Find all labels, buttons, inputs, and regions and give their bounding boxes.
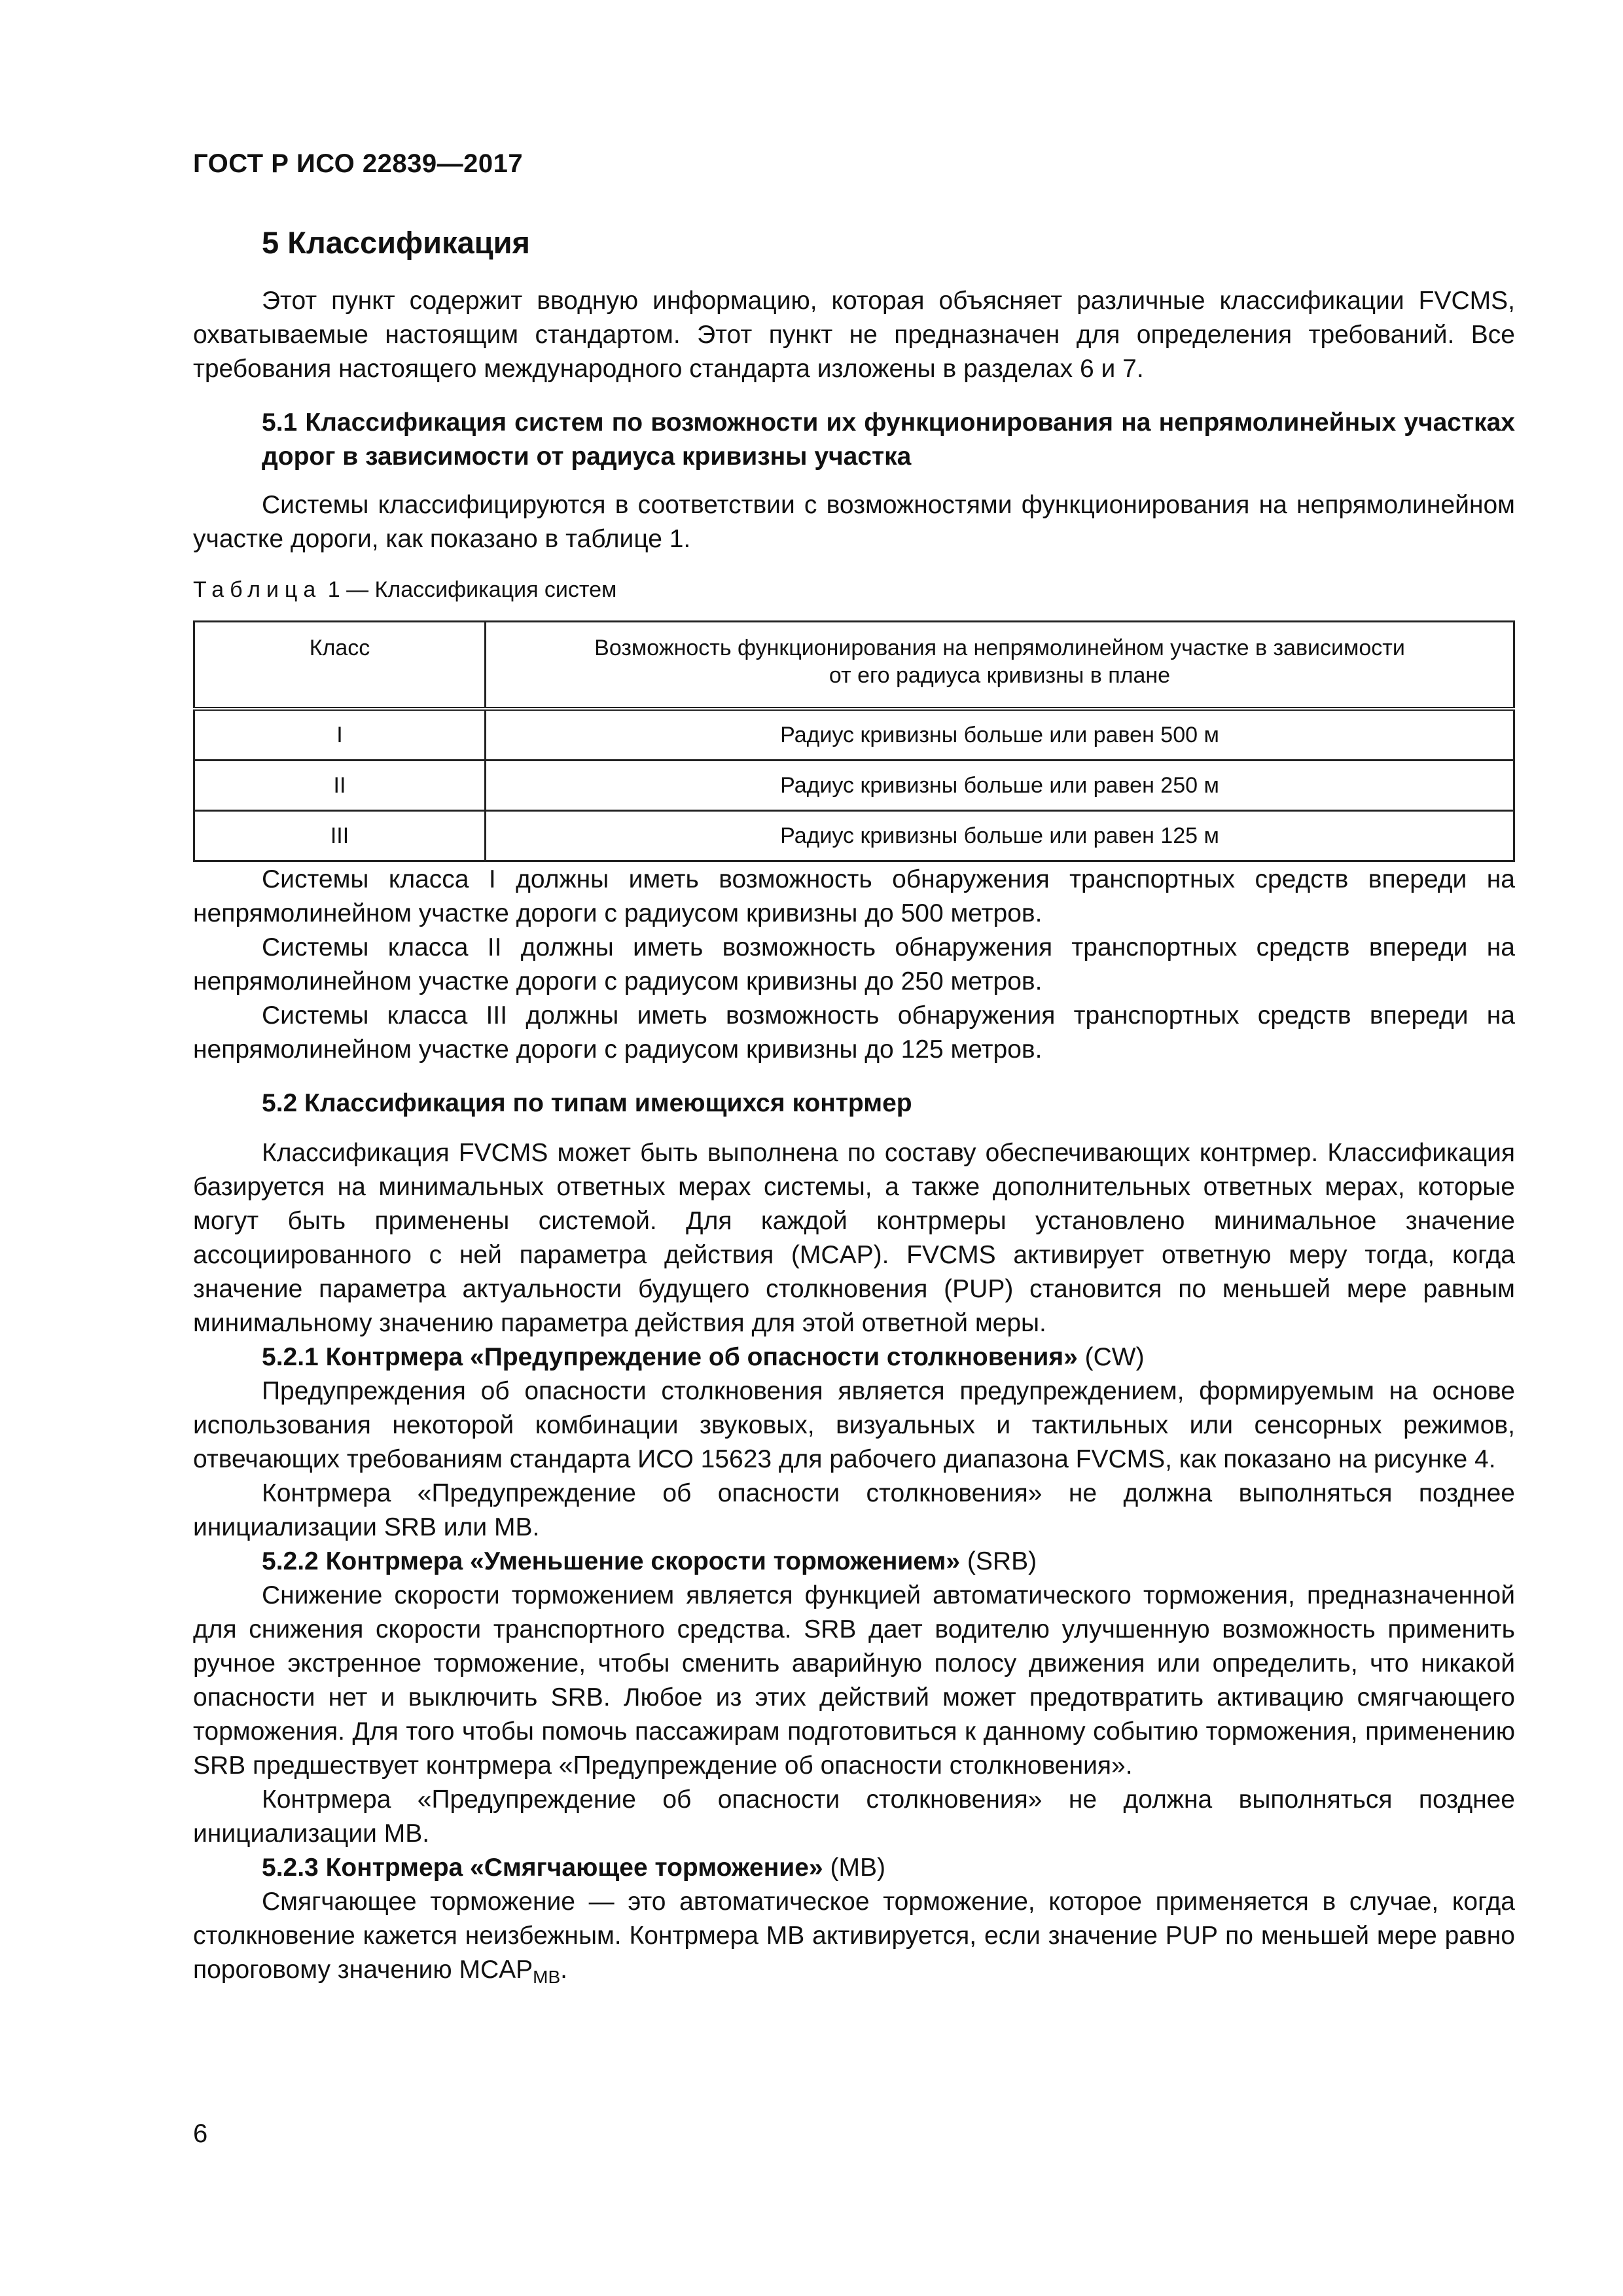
mcap-subscript: MB [533, 1967, 561, 1987]
section-5-intro [193, 284, 1515, 386]
class-2-paragraph: Системы класса II должны иметь возможность обнаружения транспортных средств впереди на непрямолинейном участке дороги с радиусом кривизны до 250 метров. [193, 933, 1515, 996]
classification-table [193, 620, 1515, 862]
header-capability-line2: от его радиуса кривизны в плане [829, 663, 1171, 688]
page-number: 6 [193, 2119, 208, 2148]
table-row [194, 709, 1514, 761]
document-header: ГОСТ Р ИСО 22839—2017 [193, 149, 524, 178]
cell-class: I [194, 709, 486, 761]
section-5-2-3-heading: 5.2.3 Контрмера «Смягчающее торможение» [262, 1854, 830, 1882]
section-5-2-text: Классификация FVCMS может быть выполнена по составу обеспечивающих контрмер. Классификация базируется на минимальных ответных мерах системы, а также дополнительных ответных мерах, которые могут быть применены системой. Для каждой контрмеры установлено минимальное значение ассоциированного с ней параметра действия (MCAP). FVCMS активирует ответную меру тогда, когда значение параметра актуальности будущего столкновения (PUP) становится по меньшей мере равным минимальному значению параметра действия для этой ответной меры. [193, 1139, 1515, 1337]
table-caption-label: Таблица [193, 577, 322, 602]
section-5-2-2-heading: 5.2.2 Контрмера «Уменьшение скорости торможением» [262, 1547, 967, 1575]
section-5-1 [193, 406, 1515, 556]
section-5-2-2-p2: Контрмера «Предупреждение об опасности столкновения» не должна выполняться позднее инициализации MB. [193, 1785, 1515, 1848]
cell-capability: Радиус кривизны больше или равен 125 м [486, 811, 1514, 861]
table-caption [193, 577, 616, 603]
section-5-2-3-p1 [193, 1885, 1515, 1987]
section-5-2 [193, 1086, 1515, 1987]
class-1-paragraph: Системы класса I должны иметь возможность обнаружения транспортных средств впереди на непрямолинейном участке дороги с радиусом кривизны до 500 метров. [193, 865, 1515, 927]
cell-capability: Радиус кривизны больше или равен 250 м [486, 761, 1514, 811]
section-5-1-title: 5.1 Классификация систем по возможности их функционирования на непрямолинейных участках дорог в зависимости от радиуса кривизны участка [262, 408, 1515, 471]
section-5-2-3-p1-text: Смягчающее торможение — это автоматическое торможение, которое применяется в случае, когда столкновение кажется неизбежным. Контрмера MB активируется, если значение PUP по меньшей мере равно пороговому значению MCAP [193, 1888, 1515, 1984]
section-5-2-1-p1: Предупреждения об опасности столкновения является предупреждением, формируемым на основе использования некоторой комбинации звуковых, визуальных и тактильных или сенсорных режимов, отвечающих требованиям стандарта ИСО 15623 для рабочего диапазона FVCMS, как показано на рисунке 4. [193, 1377, 1515, 1473]
table-row [194, 811, 1514, 861]
header-capability [486, 622, 1514, 709]
section-5-2-1-p2: Контрмера «Предупреждение об опасности столкновения» не должна выполняться позднее инициализации SRB или MB. [193, 1479, 1515, 1541]
class-descriptions [193, 863, 1515, 1067]
cell-capability: Радиус кривизны больше или равен 500 м [486, 709, 1514, 761]
section-5-2-3-title [193, 1851, 1515, 1885]
table-row [194, 761, 1514, 811]
section-5-2-2-p1: Снижение скорости торможением является функцией автоматического торможения, предназначенной для снижения скорости транспортного средства. SRB дает водителю улучшенную возможность применить ручное экстренное торможение, чтобы сменить аварийную полосу движения или определить, что никакой опасности нет и выключить SRB. Любое из этих действий может предотвратить активацию смягчающего торможения. Для того чтобы помочь пассажирам подготовиться к данному событию торможения, применению SRB предшествует контрмера «Предупреждение об опасности столкновения». [193, 1581, 1515, 1780]
table-header-row [194, 622, 1514, 709]
section-5-2-1-title [193, 1340, 1515, 1374]
section-5-2-1-heading: 5.2.1 Контрмера «Предупреждение об опасности столкновения» [262, 1343, 1085, 1371]
intro-paragraph: Этот пункт содержит вводную информацию, которая объясняет различные классификации FVCMS, охватываемые настоящим стандартом. Этот пункт не предназначен для определения требований. Все требования настоящего международного стандарта изложены в разделах 6 и 7. [193, 287, 1515, 383]
section-5-2-title: 5.2 Классификация по типам имеющихся контрмер [262, 1089, 912, 1117]
section-5-2-2-title [193, 1545, 1515, 1579]
class-3-paragraph: Системы класса III должны иметь возможность обнаружения транспортных средств впереди на непрямолинейном участке дороги с радиусом кривизны до 125 метров. [193, 1001, 1515, 1064]
header-capability-line1: Возможность функционирования на непрямолинейном участке в зависимости [594, 636, 1405, 660]
section-5-1-text: Системы классифицируются в соответствии с возможностями функционирования на непрямолинейном участке дороги, как показано в таблице 1. [193, 491, 1515, 553]
cell-class: III [194, 811, 486, 861]
table-caption-title: 1 — Классификация систем [321, 577, 617, 602]
section-5-2-3-abbr: (MB) [830, 1854, 885, 1882]
section-5-2-1-abbr: (CW) [1084, 1343, 1145, 1371]
header-class: Класс [194, 622, 486, 709]
section-5-2-3-p1-end: . [560, 1956, 567, 1984]
section-5-2-2-abbr: (SRB) [967, 1547, 1037, 1575]
section-5-title: 5 Классификация [262, 225, 530, 260]
cell-class: II [194, 761, 486, 811]
